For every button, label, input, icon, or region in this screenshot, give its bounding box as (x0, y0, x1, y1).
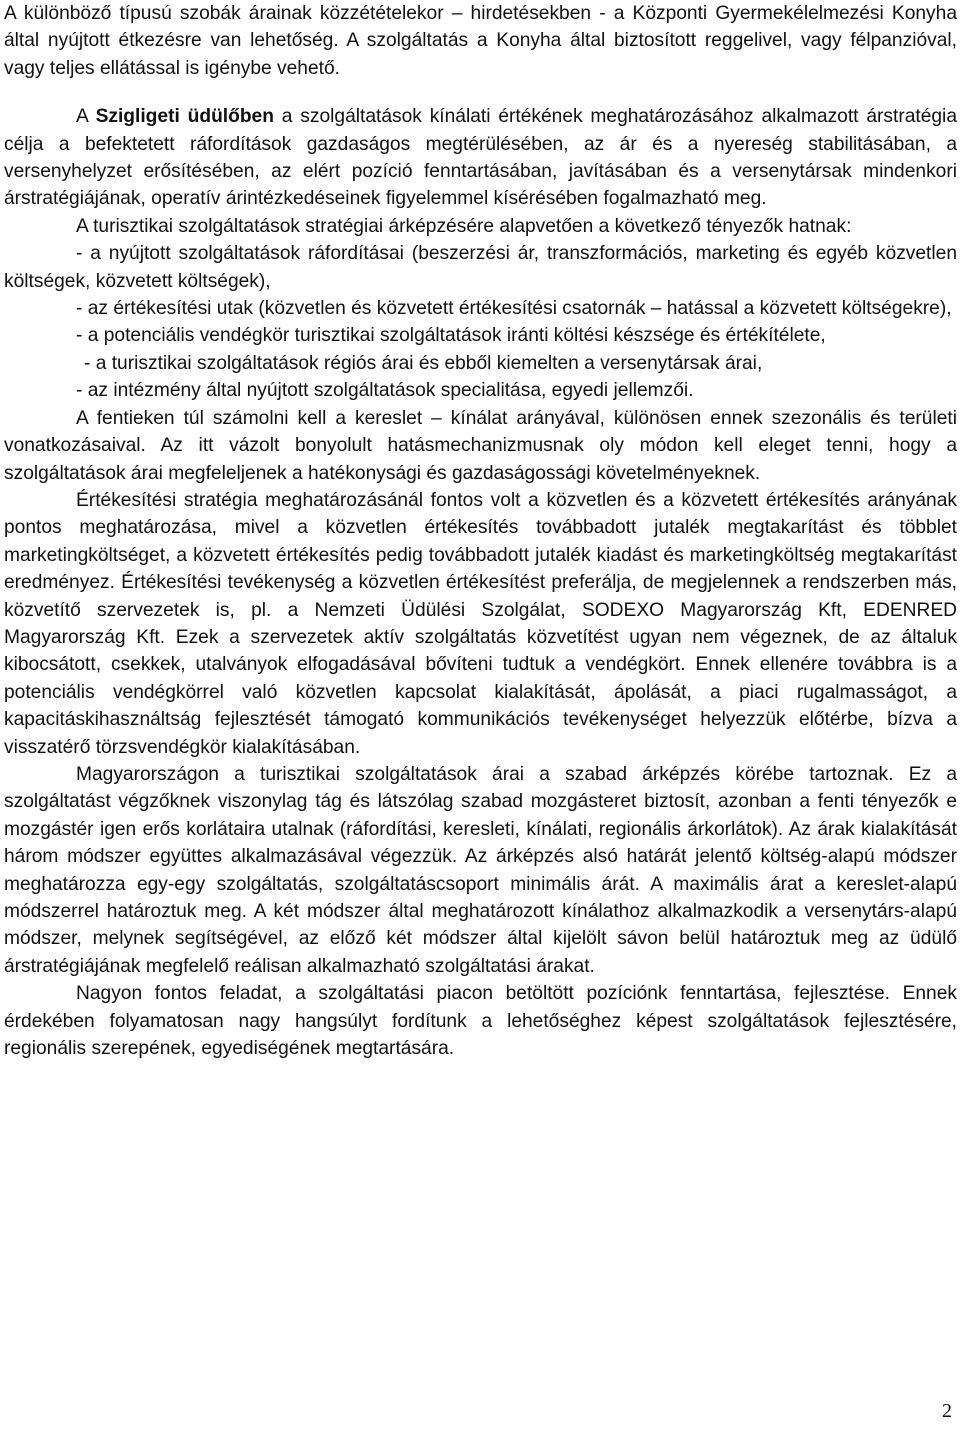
page-number: 2 (942, 1400, 952, 1422)
intro-paragraph: A különböző típusú szobák árainak közzétételekor – hirdetésekben - a Központi Gyermekélelmezési Konyha által nyújtott étkezésre van lehetőség. A szolgáltatás a Konyha által biztosított reggelivel, vagy félpanzióval, vagy teljes ellátással is igénybe vehető. (4, 3, 957, 79)
factor-list-item: - az értékesítési utak (közvetlen és közvetett értékesítési csatornák – hatással a közvetett költségekre), (76, 298, 952, 320)
demand-supply-paragraph: A fentieken túl számolni kell a kereslet – kínálat arányával, különösen ennek szezonális és területi vonatkozásaival. Az itt vázolt bonyolult hatásmechanizmusnak oly módon kell eleget tenni, hogy a szolgáltatások árai megfeleljenek a hatékonysági és gazdaságossági követelményeknek. (4, 407, 957, 484)
market-position-paragraph: Nagyon fontos feladat, a szolgáltatási piacon betöltött pozíciónk fenntartása, fejlesztése. Ennek érdekében folyamatosan nagy hangsúlyt fordítunk a lehetőséghez képest szolgáltatások fejlesztésére, regionális szerepének, egyediségének megtartására. (4, 983, 957, 1060)
factor-list-item: - az intézmény által nyújtott szolgáltatások specialitása, egyedi jellemzői. (76, 380, 694, 402)
pricing-methods-paragraph: Magyarországon a turisztikai szolgáltatások árai a szabad árképzés körébe tartoznak. Ez a szolgáltatást végzőknek viszonylag tág és látszólag szabad mozgásteret biztosít, azonban a fenti tényezők e mozgástér igen erős korlátaira utalnak (ráfordítási, keresleti, kínálati, regionális árkorlátok). Az árak kialakítását három módszer együttes alkalmazásával végezzük. Az árképzés alsó határát jelentő költség-alapú módszer meghatározza egy-egy szolgáltatás, szolgáltatáscsoport minimális árát. A maximális árat a kereslet-alapú módszerrel határoztuk meg. A két módszer által meghatározott kínálathoz alkalmazkodik a versenytárs-alapú módszer, melynek segítségével, az előző két módszer által kijelölt sávon belül határoztuk meg az üdülő árstratégiájának megfelelő reálisan alkalmazható szolgáltatási árakat. (4, 763, 957, 977)
pricing-strategy-paragraph (4, 103, 957, 213)
factor-list-item: - a nyújtott szolgáltatások ráfordításai (beszerzési ár, transzformációs, marketing és egyéb közvetlen költségek, közvetett költségek), (4, 243, 957, 292)
paragraph-prefix: A (76, 106, 96, 128)
document-page (4, 0, 957, 1062)
paragraph-body: a szolgáltatások kínálati értékének meghatározásához alkalmazott árstratégia célja a befektetett ráfordítások gazdaságos megtérülésében, az ár és a nyereség stabilitásában, a versenyhelyzet erősítésében, az elért pozíció fenntartásában, javításában és a versenytársak mindenkori árstratégiájának, operatív árintézkedéseinek figyelemmel kísérésében fogalmazható meg. (4, 106, 957, 210)
factor-list-item: - a potenciális vendégkör turisztikai szolgáltatások iránti költési készsége és értékítélete, (76, 325, 826, 347)
sales-strategy-paragraph: Értékesítési stratégia meghatározásánál fontos volt a közvetlen és a közvetett értékesítés arányának pontos meghatározása, mivel a közvetlen értékesítés továbbadott jutalék megtakarítást és többlet marketingköltséget, a közvetett értékesítés pedig továbbadott jutalék kiadást és marketingköltség megtakarítást eredményez. Értékesítési tevékenység a közvetlen értékesítést preferálja, de megjelennek a rendszerben más, közvetítő szervezetek is, pl. a Nemzeti Üdülési Szolgálat, SODEXO Magyarország Kft, EDENRED Magyarország Kft. Ezek a szervezetek aktív szolgáltatás közvetítést ugyan nem végeznek, de az általuk kibocsátott, csekkek, utalványok elfogadásával bővíteni tudtuk a vendégkört. Ennek ellenére továbbra is a potenciális vendégkörrel való közvetlen kapcsolat kialakítását, ápolását, a piaci rugalmasságot, a kapacitáskihasználtság fejlesztését támogató kommunikációs tevékenységet helyezzük előtérbe, bízva a visszatérő törzsvendégkör kialakításában. (4, 489, 957, 758)
factors-intro-paragraph: A turisztikai szolgáltatások stratégiai árképzésére alapvetően a következő tényezők hatnak: (76, 215, 852, 237)
venue-name: Szigligeti üdülőben (95, 106, 274, 128)
factor-list-item: - a turisztikai szolgáltatások régiós árai és ebből kiemelten a versenytársak árai, (84, 352, 763, 374)
